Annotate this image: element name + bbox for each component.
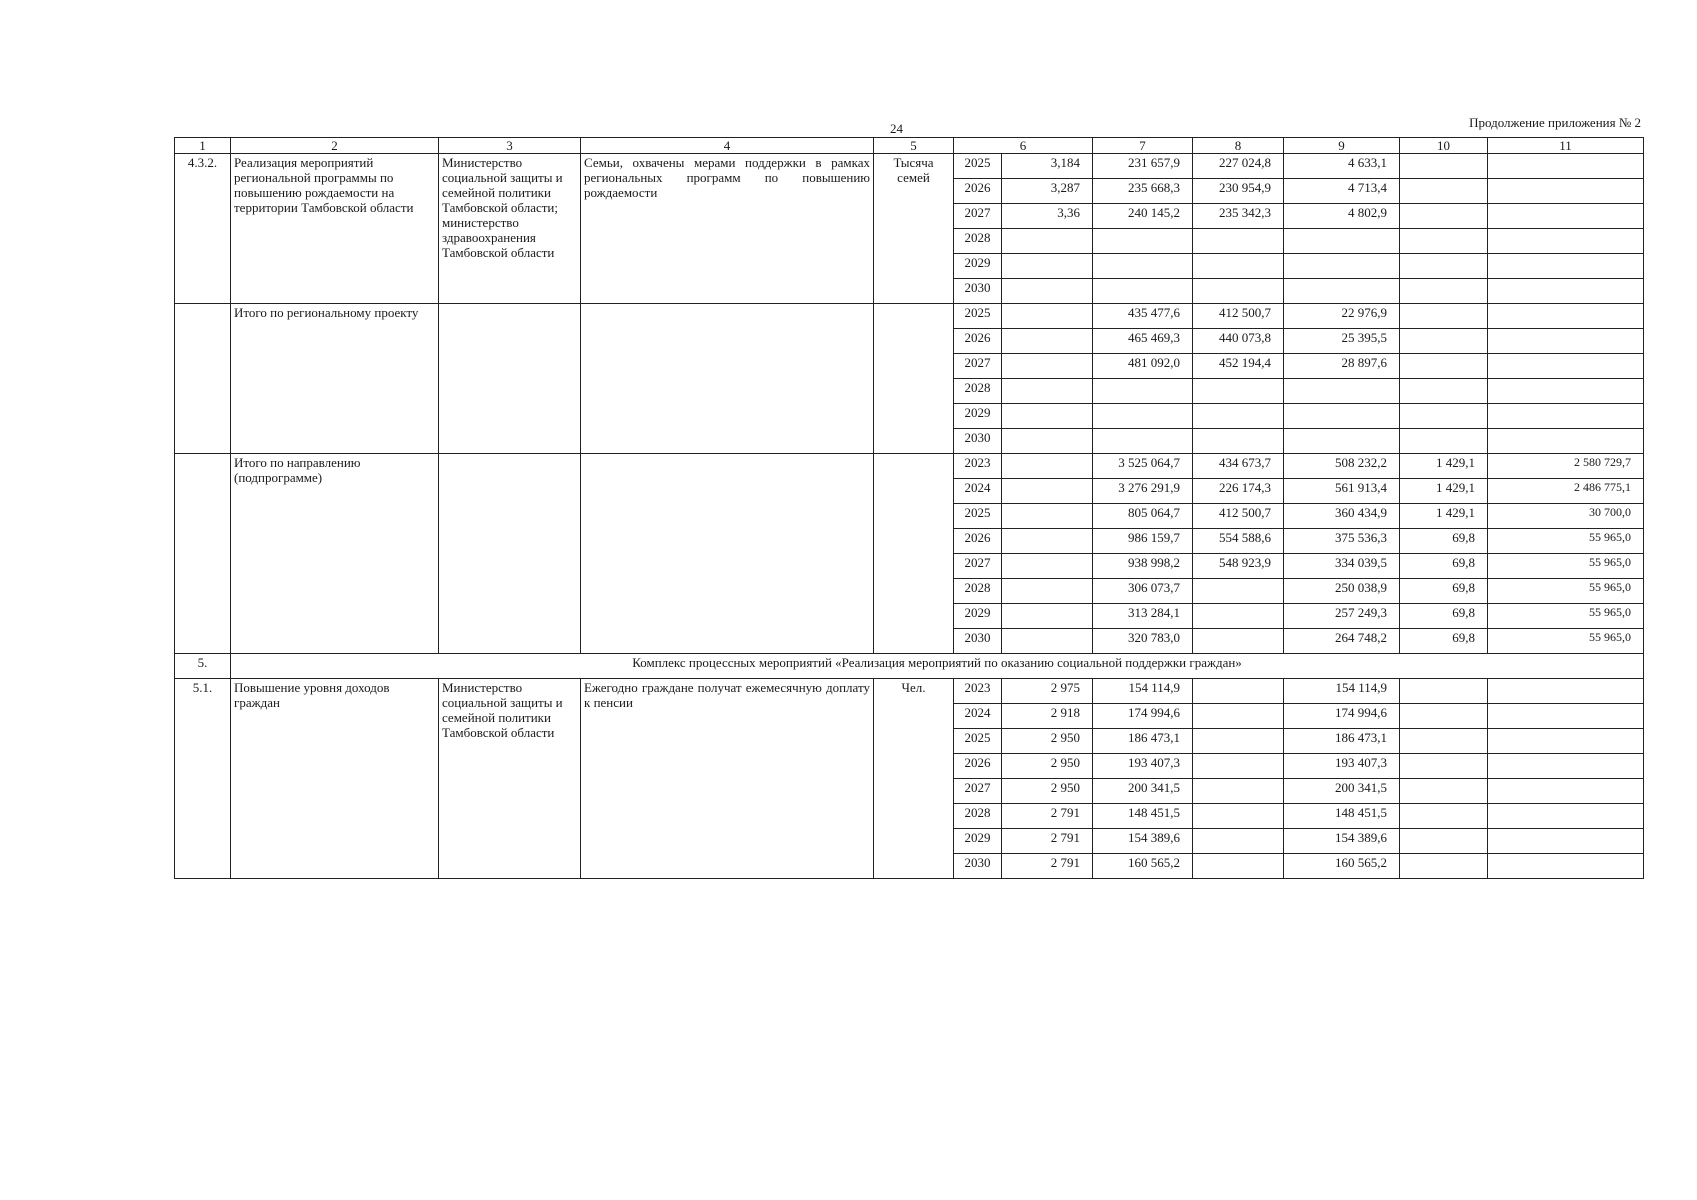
- total-cell: [1093, 254, 1193, 279]
- indicator-value-cell: [1002, 254, 1093, 279]
- year-cell: 2026: [954, 754, 1002, 779]
- extrabudget-cell: [1488, 429, 1644, 454]
- item-indicator: [581, 454, 874, 654]
- federal-cell: [1193, 704, 1284, 729]
- year-cell: 2025: [954, 154, 1002, 179]
- total-cell: 148 451,5: [1093, 804, 1193, 829]
- federal-cell: 230 954,9: [1193, 179, 1284, 204]
- federal-cell: [1193, 429, 1284, 454]
- local-cell: [1400, 679, 1488, 704]
- indicator-value-cell: [1002, 629, 1093, 654]
- year-cell: 2024: [954, 704, 1002, 729]
- extrabudget-cell: [1488, 754, 1644, 779]
- local-cell: 1 429,1: [1400, 454, 1488, 479]
- column-header: 10: [1400, 138, 1488, 154]
- local-cell: 69,8: [1400, 529, 1488, 554]
- regional-cell: 4 802,9: [1284, 204, 1400, 229]
- extrabudget-cell: [1488, 179, 1644, 204]
- regional-cell: 200 341,5: [1284, 779, 1400, 804]
- local-cell: [1400, 404, 1488, 429]
- total-cell: 465 469,3: [1093, 329, 1193, 354]
- item-unit: [874, 454, 954, 654]
- regional-cell: 154 114,9: [1284, 679, 1400, 704]
- total-cell: 200 341,5: [1093, 779, 1193, 804]
- extrabudget-cell: [1488, 679, 1644, 704]
- extrabudget-cell: 55 965,0: [1488, 579, 1644, 604]
- item-executor: [439, 304, 581, 454]
- indicator-value-cell: [1002, 579, 1093, 604]
- extrabudget-cell: [1488, 354, 1644, 379]
- federal-cell: [1193, 279, 1284, 304]
- item-indicator: [581, 304, 874, 454]
- total-cell: [1093, 429, 1193, 454]
- year-cell: 2028: [954, 579, 1002, 604]
- regional-cell: [1284, 279, 1400, 304]
- indicator-value-cell: [1002, 304, 1093, 329]
- year-cell: 2026: [954, 529, 1002, 554]
- local-cell: [1400, 379, 1488, 404]
- indicator-value-cell: [1002, 404, 1093, 429]
- extrabudget-cell: 30 700,0: [1488, 504, 1644, 529]
- extrabudget-cell: [1488, 229, 1644, 254]
- federal-cell: [1193, 729, 1284, 754]
- federal-cell: [1193, 254, 1284, 279]
- local-cell: [1400, 329, 1488, 354]
- regional-cell: 257 249,3: [1284, 604, 1400, 629]
- regional-cell: 334 039,5: [1284, 554, 1400, 579]
- extrabudget-cell: 55 965,0: [1488, 529, 1644, 554]
- year-cell: 2028: [954, 379, 1002, 404]
- regional-cell: 186 473,1: [1284, 729, 1400, 754]
- federal-cell: 440 073,8: [1193, 329, 1284, 354]
- federal-cell: [1193, 779, 1284, 804]
- year-cell: 2030: [954, 629, 1002, 654]
- regional-cell: [1284, 404, 1400, 429]
- item-name: Повышение уровня доходов граждан: [231, 679, 439, 879]
- year-cell: 2025: [954, 504, 1002, 529]
- item-unit: Чел.: [874, 679, 954, 879]
- regional-cell: [1284, 229, 1400, 254]
- indicator-value-cell: [1002, 479, 1093, 504]
- indicator-value-cell: 3,36: [1002, 204, 1093, 229]
- total-cell: [1093, 279, 1193, 304]
- item-name: Итого по региональному проекту: [231, 304, 439, 454]
- year-cell: 2029: [954, 604, 1002, 629]
- regional-cell: [1284, 429, 1400, 454]
- total-cell: 186 473,1: [1093, 729, 1193, 754]
- local-cell: [1400, 729, 1488, 754]
- year-cell: 2024: [954, 479, 1002, 504]
- item-number: [175, 304, 231, 454]
- column-header: 8: [1193, 138, 1284, 154]
- regional-cell: 508 232,2: [1284, 454, 1400, 479]
- total-cell: 231 657,9: [1093, 154, 1193, 179]
- federal-cell: 452 194,4: [1193, 354, 1284, 379]
- local-cell: 69,8: [1400, 604, 1488, 629]
- item-indicator: Семьи, охвачены мерами поддержки в рамках региональных программ по повышению рождаемости: [581, 154, 874, 304]
- item-name: Итого по направлению (подпрограмме): [231, 454, 439, 654]
- total-cell: 240 145,2: [1093, 204, 1193, 229]
- indicator-value-cell: 2 791: [1002, 854, 1093, 879]
- total-cell: 435 477,6: [1093, 304, 1193, 329]
- federal-cell: [1193, 604, 1284, 629]
- indicator-value-cell: [1002, 529, 1093, 554]
- federal-cell: 412 500,7: [1193, 504, 1284, 529]
- total-cell: 3 525 064,7: [1093, 454, 1193, 479]
- total-cell: 193 407,3: [1093, 754, 1193, 779]
- indicator-value-cell: [1002, 279, 1093, 304]
- local-cell: [1400, 354, 1488, 379]
- federal-cell: [1193, 579, 1284, 604]
- column-header: 5: [874, 138, 954, 154]
- federal-cell: [1193, 379, 1284, 404]
- local-cell: 1 429,1: [1400, 479, 1488, 504]
- item-executor: [439, 454, 581, 654]
- federal-cell: [1193, 679, 1284, 704]
- regional-cell: 25 395,5: [1284, 329, 1400, 354]
- extrabudget-cell: [1488, 379, 1644, 404]
- item-executor: Министерство социальной защиты и семейной политики Тамбовской области; министерство здравоохранения Тамбовской области: [439, 154, 581, 304]
- indicator-value-cell: [1002, 554, 1093, 579]
- federal-cell: 554 588,6: [1193, 529, 1284, 554]
- indicator-value-cell: 3,184: [1002, 154, 1093, 179]
- local-cell: [1400, 804, 1488, 829]
- extrabudget-cell: 55 965,0: [1488, 604, 1644, 629]
- local-cell: [1400, 754, 1488, 779]
- federal-cell: 235 342,3: [1193, 204, 1284, 229]
- indicator-value-cell: 2 950: [1002, 779, 1093, 804]
- year-cell: 2028: [954, 804, 1002, 829]
- local-cell: [1400, 179, 1488, 204]
- column-header: 11: [1488, 138, 1644, 154]
- local-cell: 69,8: [1400, 629, 1488, 654]
- indicator-value-cell: 3,287: [1002, 179, 1093, 204]
- regional-cell: 193 407,3: [1284, 754, 1400, 779]
- year-cell: 2027: [954, 354, 1002, 379]
- federal-cell: [1193, 754, 1284, 779]
- item-name: Реализация мероприятий региональной программы по повышению рождаемости на территории Тамбовской области: [231, 154, 439, 304]
- year-cell: 2029: [954, 254, 1002, 279]
- extrabudget-cell: 55 965,0: [1488, 629, 1644, 654]
- column-header: 6: [954, 138, 1093, 154]
- extrabudget-cell: [1488, 729, 1644, 754]
- column-header: 4: [581, 138, 874, 154]
- total-cell: 3 276 291,9: [1093, 479, 1193, 504]
- local-cell: [1400, 204, 1488, 229]
- indicator-value-cell: [1002, 329, 1093, 354]
- extrabudget-cell: [1488, 154, 1644, 179]
- indicator-value-cell: 2 975: [1002, 679, 1093, 704]
- extrabudget-cell: [1488, 804, 1644, 829]
- indicator-value-cell: [1002, 229, 1093, 254]
- regional-cell: 174 994,6: [1284, 704, 1400, 729]
- federal-cell: 227 024,8: [1193, 154, 1284, 179]
- indicator-value-cell: [1002, 504, 1093, 529]
- year-cell: 2026: [954, 329, 1002, 354]
- indicator-value-cell: [1002, 379, 1093, 404]
- local-cell: [1400, 304, 1488, 329]
- appendix-table: [174, 137, 1644, 879]
- year-cell: 2028: [954, 229, 1002, 254]
- extrabudget-cell: 2 580 729,7: [1488, 454, 1644, 479]
- extrabudget-cell: 2 486 775,1: [1488, 479, 1644, 504]
- local-cell: [1400, 279, 1488, 304]
- column-header: 3: [439, 138, 581, 154]
- year-cell: 2023: [954, 454, 1002, 479]
- federal-cell: [1193, 804, 1284, 829]
- total-cell: 320 783,0: [1093, 629, 1193, 654]
- item-unit: Тысяча семей: [874, 154, 954, 304]
- indicator-value-cell: [1002, 454, 1093, 479]
- item-unit: [874, 304, 954, 454]
- regional-cell: 360 434,9: [1284, 504, 1400, 529]
- federal-cell: [1193, 229, 1284, 254]
- regional-cell: 250 038,9: [1284, 579, 1400, 604]
- local-cell: [1400, 254, 1488, 279]
- federal-cell: 412 500,7: [1193, 304, 1284, 329]
- item-number: 4.3.2.: [175, 154, 231, 304]
- extrabudget-cell: [1488, 304, 1644, 329]
- regional-cell: 4 633,1: [1284, 154, 1400, 179]
- federal-cell: 548 923,9: [1193, 554, 1284, 579]
- year-cell: 2030: [954, 854, 1002, 879]
- extrabudget-cell: [1488, 829, 1644, 854]
- local-cell: [1400, 829, 1488, 854]
- total-cell: 986 159,7: [1093, 529, 1193, 554]
- extrabudget-cell: [1488, 204, 1644, 229]
- local-cell: [1400, 704, 1488, 729]
- column-header: 1: [175, 138, 231, 154]
- regional-cell: 160 565,2: [1284, 854, 1400, 879]
- data-row: [175, 679, 1644, 704]
- year-cell: 2027: [954, 779, 1002, 804]
- local-cell: [1400, 154, 1488, 179]
- regional-cell: 22 976,9: [1284, 304, 1400, 329]
- column-header-row: [175, 138, 1644, 154]
- federal-cell: 226 174,3: [1193, 479, 1284, 504]
- data-row: [175, 304, 1644, 329]
- year-cell: 2030: [954, 279, 1002, 304]
- extrabudget-cell: [1488, 254, 1644, 279]
- indicator-value-cell: [1002, 429, 1093, 454]
- section-header-row: [175, 654, 1644, 679]
- section-number: 5.: [175, 654, 231, 679]
- federal-cell: 434 673,7: [1193, 454, 1284, 479]
- indicator-value-cell: 2 791: [1002, 804, 1093, 829]
- year-cell: 2027: [954, 554, 1002, 579]
- column-header: 2: [231, 138, 439, 154]
- total-cell: 154 114,9: [1093, 679, 1193, 704]
- total-cell: 174 994,6: [1093, 704, 1193, 729]
- regional-cell: 264 748,2: [1284, 629, 1400, 654]
- regional-cell: [1284, 254, 1400, 279]
- item-number: [175, 454, 231, 654]
- continuation-label: Продолжение приложения № 2: [1469, 115, 1641, 130]
- indicator-value-cell: [1002, 604, 1093, 629]
- local-cell: 1 429,1: [1400, 504, 1488, 529]
- column-header: 7: [1093, 138, 1193, 154]
- year-cell: 2023: [954, 679, 1002, 704]
- item-number: 5.1.: [175, 679, 231, 879]
- indicator-value-cell: [1002, 354, 1093, 379]
- federal-cell: [1193, 854, 1284, 879]
- extrabudget-cell: [1488, 704, 1644, 729]
- extrabudget-cell: [1488, 329, 1644, 354]
- column-header: 9: [1284, 138, 1400, 154]
- regional-cell: [1284, 379, 1400, 404]
- regional-cell: 375 536,3: [1284, 529, 1400, 554]
- extrabudget-cell: [1488, 404, 1644, 429]
- indicator-value-cell: 2 791: [1002, 829, 1093, 854]
- local-cell: 69,8: [1400, 554, 1488, 579]
- data-row: [175, 154, 1644, 179]
- federal-cell: [1193, 404, 1284, 429]
- year-cell: 2026: [954, 179, 1002, 204]
- indicator-value-cell: 2 950: [1002, 729, 1093, 754]
- indicator-value-cell: 2 950: [1002, 754, 1093, 779]
- total-cell: 235 668,3: [1093, 179, 1193, 204]
- total-cell: 306 073,7: [1093, 579, 1193, 604]
- total-cell: 938 998,2: [1093, 554, 1193, 579]
- year-cell: 2029: [954, 829, 1002, 854]
- regional-cell: 4 713,4: [1284, 179, 1400, 204]
- total-cell: [1093, 229, 1193, 254]
- total-cell: 154 389,6: [1093, 829, 1193, 854]
- total-cell: 481 092,0: [1093, 354, 1193, 379]
- regional-cell: 148 451,5: [1284, 804, 1400, 829]
- total-cell: [1093, 404, 1193, 429]
- total-cell: 313 284,1: [1093, 604, 1193, 629]
- regional-cell: 561 913,4: [1284, 479, 1400, 504]
- year-cell: 2025: [954, 304, 1002, 329]
- extrabudget-cell: [1488, 779, 1644, 804]
- total-cell: 160 565,2: [1093, 854, 1193, 879]
- indicator-value-cell: 2 918: [1002, 704, 1093, 729]
- regional-cell: 28 897,6: [1284, 354, 1400, 379]
- item-executor: Министерство социальной защиты и семейной политики Тамбовской области: [439, 679, 581, 879]
- data-row: [175, 454, 1644, 479]
- local-cell: [1400, 429, 1488, 454]
- extrabudget-cell: [1488, 279, 1644, 304]
- regional-cell: 154 389,6: [1284, 829, 1400, 854]
- extrabudget-cell: [1488, 854, 1644, 879]
- year-cell: 2025: [954, 729, 1002, 754]
- total-cell: 805 064,7: [1093, 504, 1193, 529]
- local-cell: [1400, 779, 1488, 804]
- item-indicator: Ежегодно граждане получат ежемесячную доплату к пенсии: [581, 679, 874, 879]
- federal-cell: [1193, 829, 1284, 854]
- year-cell: 2030: [954, 429, 1002, 454]
- local-cell: 69,8: [1400, 579, 1488, 604]
- section-title: Комплекс процессных мероприятий «Реализация мероприятий по оказанию социальной поддержки граждан»: [231, 654, 1644, 679]
- page-number: 24: [890, 121, 903, 136]
- local-cell: [1400, 229, 1488, 254]
- total-cell: [1093, 379, 1193, 404]
- year-cell: 2027: [954, 204, 1002, 229]
- local-cell: [1400, 854, 1488, 879]
- year-cell: 2029: [954, 404, 1002, 429]
- extrabudget-cell: 55 965,0: [1488, 554, 1644, 579]
- federal-cell: [1193, 629, 1284, 654]
